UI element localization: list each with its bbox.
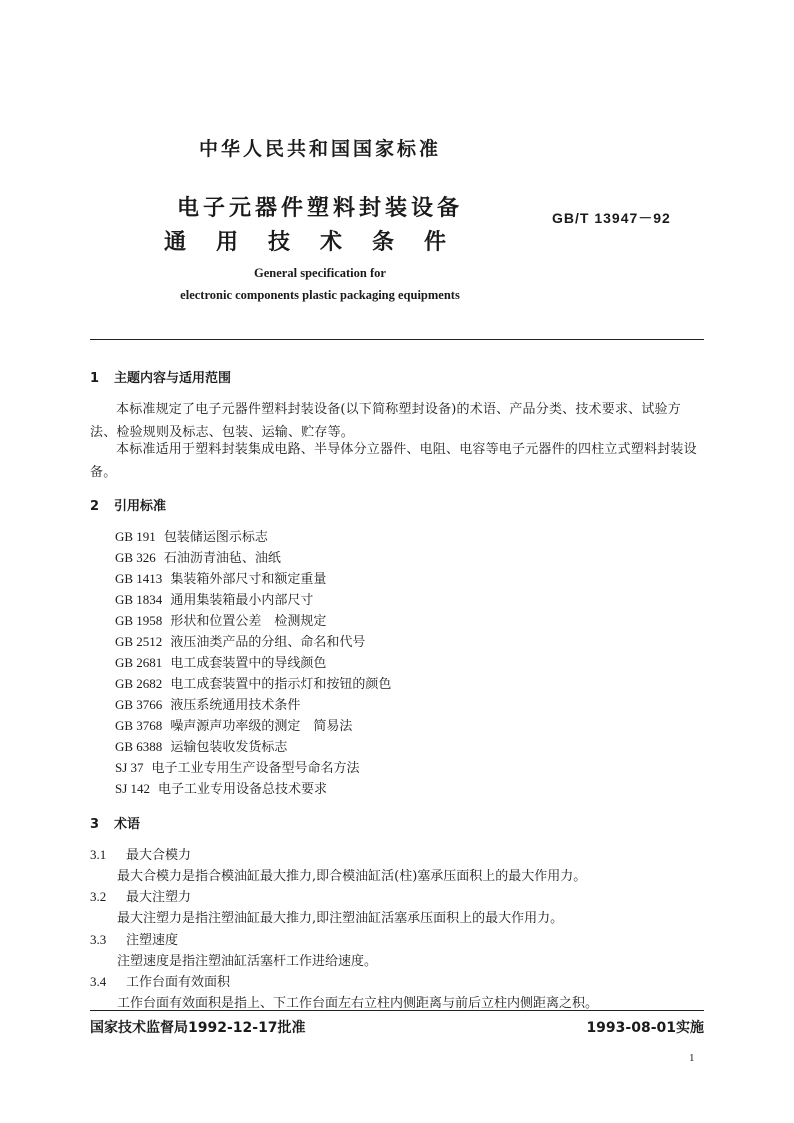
term-definition: 最大合模力是指合模油缸最大推力,即合模油缸活(柱)塞承压面积上的最大作用力。 xyxy=(117,869,587,884)
paragraph-text: 本标准适用于塑料封装集成电路、半导体分立器件、电阻、电容等电子元器件的四柱立式塑料封装设备。 xyxy=(90,442,697,480)
section-number: 3 xyxy=(90,817,100,832)
section-title: 主题内容与适用范围 xyxy=(114,371,232,386)
english-title-line-1: General specification for xyxy=(254,266,386,280)
reference-item xyxy=(115,715,352,734)
paragraph-text: 本标准规定了电子元器件塑料封装设备(以下简称塑封设备)的术语、产品分类、技术要求、试验方法、检验规则及标志、包装、运输、贮存等。 xyxy=(90,402,681,440)
standard-code: GB/T 13947－92 xyxy=(552,210,671,226)
reference-title: 电子工业专用设备总技术要求 xyxy=(158,782,328,797)
reference-item xyxy=(115,736,287,755)
reference-item xyxy=(115,589,313,608)
term-name: 最大合模力 xyxy=(126,848,192,863)
term-definition: 最大注塑力是指注塑油缸最大推力,即注塑油缸活塞承压面积上的最大作用力。 xyxy=(117,911,564,926)
term-name: 注塑速度 xyxy=(126,933,179,948)
section-number: 1 xyxy=(90,371,100,386)
reference-code: GB 1413 xyxy=(115,571,163,586)
reference-code: GB 2682 xyxy=(115,676,163,691)
reference-item xyxy=(115,610,326,629)
reference-title: 电工成套装置中的指示灯和按钮的颜色 xyxy=(170,677,392,692)
section-title: 引用标准 xyxy=(114,499,167,514)
term-heading xyxy=(90,971,230,990)
reference-title: 电工成套装置中的导线颜色 xyxy=(170,656,327,671)
document-title-line-1: 电子元器件塑料封装设备 xyxy=(176,196,463,221)
reference-title: 电子工业专用生产设备型号命名方法 xyxy=(151,761,360,776)
term-heading xyxy=(90,929,178,948)
reference-item xyxy=(115,652,326,671)
document-title-line-2: 通用技术条件 xyxy=(163,230,476,255)
reference-title: 集装箱外部尺寸和额定重量 xyxy=(170,572,327,587)
reference-title: 包装储运图示标志 xyxy=(163,530,268,545)
reference-item xyxy=(115,694,300,713)
reference-item xyxy=(115,526,268,545)
section-1-paragraph-2 xyxy=(90,438,704,484)
term-heading xyxy=(90,886,191,905)
section-title: 术语 xyxy=(114,817,141,832)
reference-title: 形状和位置公差 检测规定 xyxy=(170,614,327,629)
term-name: 工作台面有效面积 xyxy=(126,975,231,990)
reference-item xyxy=(115,757,360,776)
reference-item xyxy=(115,673,391,692)
reference-title: 噪声源声功率级的测定 简易法 xyxy=(170,719,353,734)
reference-code: GB 1834 xyxy=(115,592,163,607)
reference-title: 液压油类产品的分组、命名和代号 xyxy=(170,635,366,650)
reference-code: GB 3766 xyxy=(115,697,163,712)
page-number: 1 xyxy=(689,1052,695,1064)
reference-code: GB 6388 xyxy=(115,739,163,754)
reference-item xyxy=(115,547,281,566)
header-divider xyxy=(90,339,704,340)
reference-title: 通用集装箱最小内部尺寸 xyxy=(170,593,314,608)
section-3-heading xyxy=(90,813,140,832)
reference-code: GB 3768 xyxy=(115,718,163,733)
english-title-line-2: electronic components plastic packaging equipments xyxy=(180,288,460,302)
approval-line: 国家技术监督局1992-12-17批准 xyxy=(90,1020,306,1036)
term-number: 3.1 xyxy=(90,847,107,862)
section-number: 2 xyxy=(90,499,100,514)
term-number: 3.2 xyxy=(90,889,107,904)
footer-divider xyxy=(90,1010,704,1011)
reference-item xyxy=(115,778,327,797)
section-1-heading xyxy=(90,367,231,386)
implementation-date: 1993-08-01实施 xyxy=(586,1020,704,1036)
reference-item xyxy=(115,631,365,650)
term-definition: 工作台面有效面积是指上、下工作台面左右立柱内侧距离与前后立柱内侧距离之积。 xyxy=(117,996,599,1011)
reference-title: 运输包装收发货标志 xyxy=(170,740,288,755)
term-number: 3.4 xyxy=(90,974,107,989)
term-name: 最大注塑力 xyxy=(126,890,192,905)
reference-code: SJ 142 xyxy=(115,781,151,796)
reference-title: 液压系统通用技术条件 xyxy=(170,698,301,713)
reference-code: GB 2512 xyxy=(115,634,163,649)
national-standard-heading: 中华人民共和国国家标准 xyxy=(198,138,441,160)
section-2-heading xyxy=(90,495,166,514)
reference-title: 石油沥青油毡、油纸 xyxy=(163,551,281,566)
reference-item xyxy=(115,568,326,587)
reference-code: GB 1958 xyxy=(115,613,163,628)
term-heading xyxy=(90,844,191,863)
reference-code: GB 2681 xyxy=(115,655,163,670)
term-number: 3.3 xyxy=(90,932,107,947)
reference-code: GB 326 xyxy=(115,550,156,565)
reference-code: SJ 37 xyxy=(115,760,144,775)
reference-code: GB 191 xyxy=(115,529,156,544)
term-definition: 注塑速度是指注塑油缸活塞杆工作进给速度。 xyxy=(117,954,378,969)
